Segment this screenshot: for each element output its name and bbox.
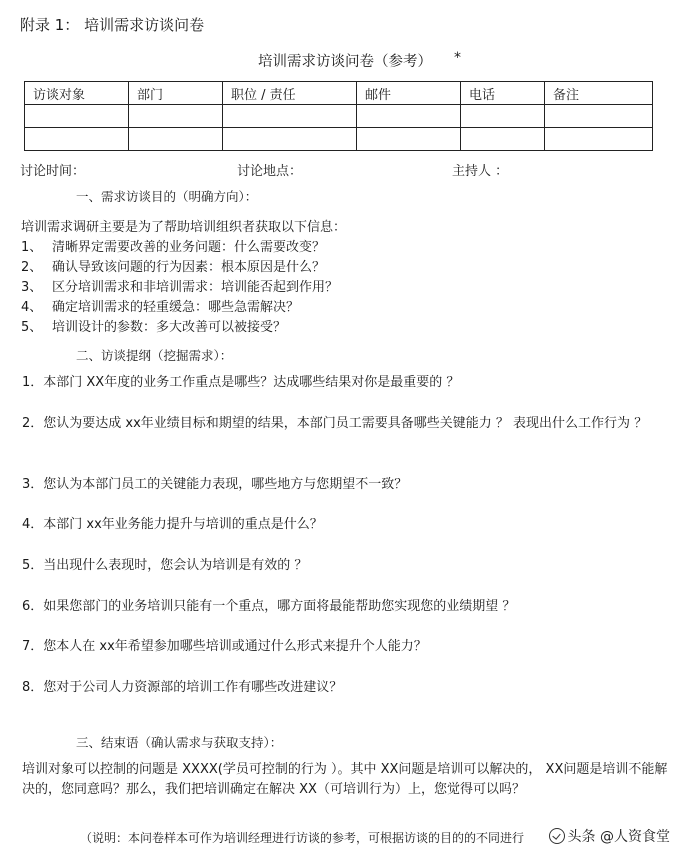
table-header-cell: 职位 / 责任 xyxy=(223,82,357,105)
question-item: 3．您认为本部门员工的关键能力表现，哪些地方与您期望不一致？ xyxy=(22,477,408,492)
closing-paragraph: 培训对象可以控制的问题是 XXXX(学员可控制的行为 ）。其中 XX问题是培训可以解决的， XX问题是培训不能解决的，您同意吗？那么，我们把培训确定在解决 XX（可培训行为）上，您觉得可以吗？ xyxy=(22,762,668,797)
watermark xyxy=(540,824,676,848)
discussion-time-label: 讨论时间： xyxy=(20,164,86,179)
list-number: 2、 xyxy=(21,260,43,275)
question-item: 5．当出现什么表现时，您会认为培训是有效的 ？ xyxy=(22,558,308,573)
table-cell[interactable] xyxy=(223,128,357,151)
question-item: 7．您本人在 xx年希望参加哪些培训或通过什么形式来提升个人能力？ xyxy=(22,639,427,654)
list-text: 区分培训需求和非培训需求：培训能否起到作用？ xyxy=(52,280,339,295)
list-text: 清晰界定需要改善的业务问题：什么需要改变？ xyxy=(52,240,326,255)
interview-info-table xyxy=(24,81,653,151)
table-header-cell: 部门 xyxy=(129,82,223,105)
table-cell[interactable] xyxy=(223,105,357,128)
table-cell[interactable] xyxy=(357,105,461,128)
question-item: 6．如果您部门的业务培训只能有一个重点，哪方面将最能帮助您实现您的业绩期望 ？ xyxy=(22,599,516,614)
list-text: 培训设计的参数：多大改善可以被接受？ xyxy=(52,320,287,335)
watermark-logo-icon xyxy=(549,828,565,844)
list-number: 3、 xyxy=(21,280,43,295)
table-header-cell: 访谈对象 xyxy=(25,82,129,105)
question-item: 2．您认为要达成 xx年业绩目标和期望的结果，本部门员工需要具备哪些关键能力 ？ 表现出什么工作行为 ？ xyxy=(22,416,648,431)
table-row xyxy=(25,128,653,151)
table-cell[interactable] xyxy=(461,105,545,128)
table-cell[interactable] xyxy=(25,128,129,151)
list-item xyxy=(21,296,299,315)
table-cell[interactable] xyxy=(545,128,653,151)
table-cell[interactable] xyxy=(357,128,461,151)
list-item xyxy=(21,256,325,275)
table-cell[interactable] xyxy=(461,128,545,151)
question-item: 1．本部门 XX年度的业务工作重点是哪些？达成哪些结果对你是最重要的 ？ xyxy=(22,375,460,390)
question-item: 4．本部门 xx年业务能力提升与培训的重点是什么？ xyxy=(22,517,323,532)
section2-heading: 二、访谈提纲（挖掘需求）： xyxy=(76,348,233,363)
page-title: 培训需求访谈问卷（参考） xyxy=(258,54,432,70)
list-item xyxy=(21,316,286,335)
appendix-heading: 附录 1： 培训需求访谈问卷 xyxy=(20,16,205,34)
host-label: 主持人 ： xyxy=(452,164,509,179)
table-header-cell: 电话 xyxy=(461,82,545,105)
table-cell[interactable] xyxy=(129,105,223,128)
section1-intro: 培训需求调研主要是为了帮助培训组织者获取以下信息： xyxy=(21,220,347,235)
list-item xyxy=(21,236,325,255)
table-header-row xyxy=(25,82,653,105)
table-cell[interactable] xyxy=(545,105,653,128)
list-text: 确认导致该问题的行为因素：根本原因是什么？ xyxy=(52,260,326,275)
table-header-cell: 邮件 xyxy=(357,82,461,105)
list-number: 5、 xyxy=(21,320,43,335)
table-cell[interactable] xyxy=(25,105,129,128)
discussion-place-label: 讨论地点： xyxy=(237,164,303,179)
table-row xyxy=(25,105,653,128)
list-text: 确定培训需求的轻重缓急：哪些急需解决？ xyxy=(52,300,300,315)
section3-heading: 三、结束语（确认需求与获取支持）： xyxy=(76,735,283,750)
section1-heading: 一、需求访谈目的（明确方向）： xyxy=(76,189,258,204)
title-asterisk: * xyxy=(454,50,461,66)
table-header-cell: 备注 xyxy=(545,82,653,105)
footer-note: （说明：本问卷样本可作为培训经理进行访谈的参考，可根据访谈的目的的不同进行 xyxy=(80,831,525,845)
question-item: 8．您对于公司人力资源部的培训工作有哪些改进建议？ xyxy=(22,680,343,695)
list-item xyxy=(21,276,338,295)
table-cell[interactable] xyxy=(129,128,223,151)
watermark-text: 头条 @人资食堂 xyxy=(567,829,670,845)
list-number: 1、 xyxy=(21,240,43,255)
list-number: 4、 xyxy=(21,300,43,315)
